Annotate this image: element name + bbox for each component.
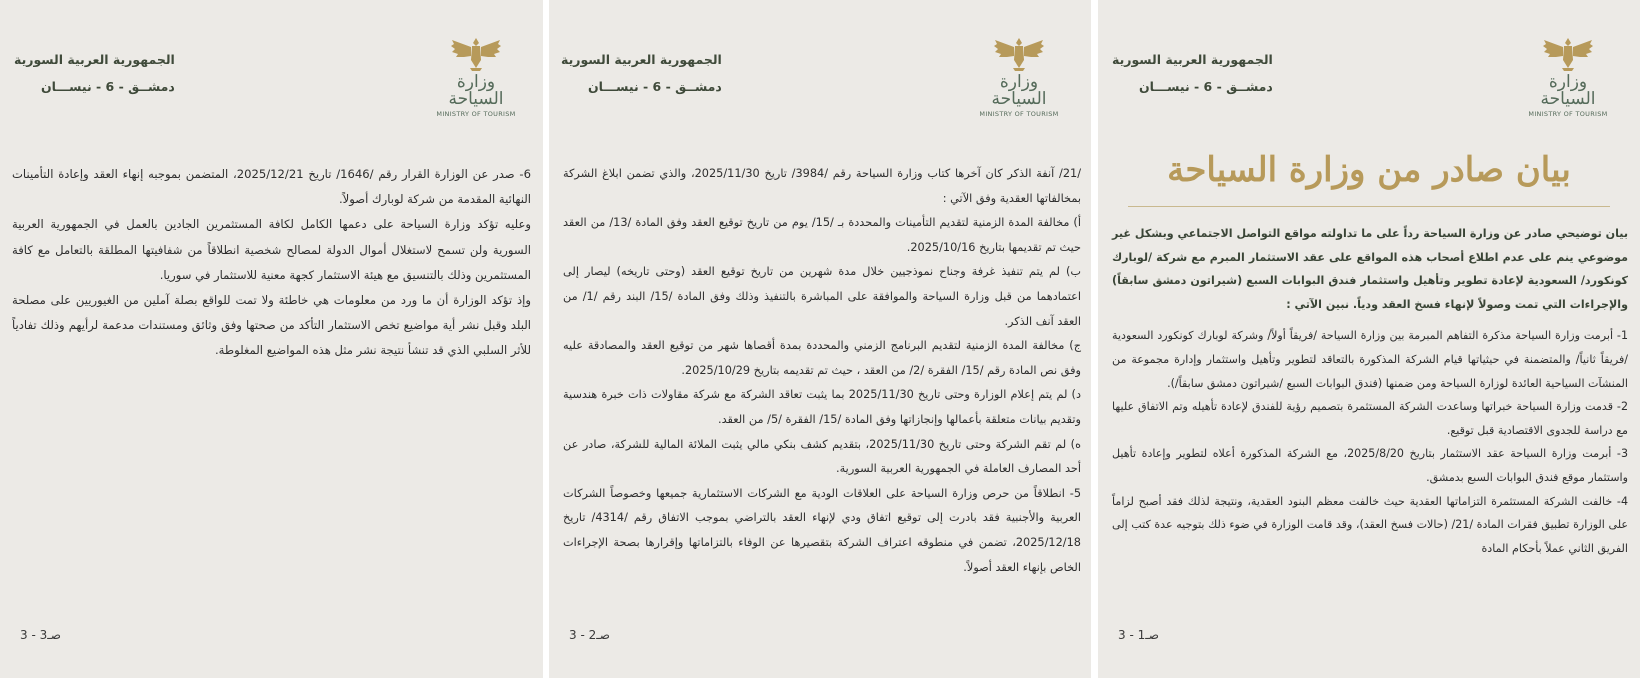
list-item: د) لم يتم إعلام الوزارة وحتى تاريخ 2025/11/30 بما يثبت تعاقد الشركة مع شركة مقاولات ذات خبرة هندسية وتقديم بيانات متعلقة بأعمالها وإنجازاتها وفق المادة /15/ الفقرة /5/ من العقد. [563,388,1081,426]
ministry-logo [973,34,1065,118]
list-item: ه) لم تقم الشركة وحتى تاريخ 2025/11/30، بتقديم كشف بنكي مالي يثبت الملائة المالية للشركة، صادر عن أحد المصارف العاملة في الجمهورية العربية السورية. [563,437,1081,476]
country-name: الجمهورية العربية السورية [14,52,175,67]
list-item: ب) لم يتم تنفيذ غرفة وجناح نموذجيين خلال مدة شهرين من تاريخ توقيع العقد (وحتى تاريخه) ليصار إلى اعتمادهما من قبل وزارة السياحة والموافقة على المباشرة بالتنفيذ وذلك وفق المادة /15/ البند رقم /1/ من العقد آنف الذكر. [563,265,1081,328]
ministry-name-en: MINISTRY OF TOURISM [436,110,516,118]
list-item: أ) مخالفة المدة الزمنية لتقديم التأمينات والمحددة بـ /15/ يوم من تاريخ توقيع العقد وفق المادة /13/ من العقد حيث تم تقديمها بتاريخ 2025/10/16. [563,216,1081,254]
list-item: 4- خالفت الشركة المستثمرة التزاماتها العقدية حيث خالفت معظم البنود العقدية، ونتيجة لذلك فقد أصبح لزاماً على الوزارة تطبيق فقرات المادة /21/ (حالات فسخ العقد)، وقد قامت الوزارة في ضوء ذلك بتوجيه عدة كتب إلى الفريق الثاني عملاً بأحكام المادة [1112,494,1629,555]
intro-paragraph: بيان توضيحي صادر عن وزارة السياحة رداً على ما تداولته مواقع التواصل الاجتماعي وبشكل غير موضوعي ينم على عدم اطلاع أصحاب هذه المواقع على عقد الاستثمار المبرم مع شركة /لوبارك كونكورد/ السعودية لإعادة تطوير وتأهيل واستثمار فندق البوابات السبع (شيراتون دمشق سابقاً) والإجراءات التي تمت وصولاً لإنهاء فسخ العقد ودياً. نبين الآتي : [1112,227,1628,311]
page-1-body [1112,222,1628,560]
place-date: دمشــق - 6 - نيســـان [1138,79,1273,94]
paragraph: 5- انطلاقاً من حرص وزارة السياحة على العلاقات الودية مع الشركات الاستثمارية جميعها وخصوصاً الشركات العربية والأجنبية فقد بادرت إلى توقيع اتفاق ودي لإنهاء العقد بالتراضي بموجب الاتفاق رقم /4314/ تاريخ 2025/12/18، تضمن في منطوقه اعتراف الشركة بتقصيرها عن الوفاء بالتزاماتها وإقرارها بصحة الإجراءات الخاص بإنهاء العقد أصولاً. [563,486,1082,574]
place-date: دمشــق - 6 - نيســـان [587,79,722,94]
page-2-body [563,162,1081,580]
ministry-logo [1522,34,1614,118]
paragraph: 6- صدر عن الوزارة القرار رقم /1646/ تاريخ 2025/12/21، المتضمن بموجبه إنهاء العقد وإعادة التأمينات النهائية المقدمة من شركة لوبارك أصولاً. [12,167,531,207]
paragraph: /21/ آنفة الذكر كان آخرها كتاب وزارة السياحة رقم /3984/ تاريخ 2025/11/30، والذي تضمن ابلاغ الشركة بمخالفاتها العقدية وفق الآتي : [563,167,1081,205]
title-divider [1128,206,1610,207]
ministry-name-ar: وزارة السياحة [1540,72,1596,109]
list-item: ج) مخالفة المدة الزمنية لتقديم البرنامج الزمني والمحددة بمدة أقصاها شهر من توقيع العقد والمصادقة عليه وفق نص المادة رقم /15/ الفقرة /2/ من العقد ، حيث تم تقديمه بتاريخ 2025/10/29. [563,339,1081,377]
country-name: الجمهورية العربية السورية [561,52,722,67]
page-1 [1098,0,1640,678]
ministry-logo [430,34,522,118]
list-item: 1- أبرمت وزارة السياحة مذكرة التفاهم المبرمة بين وزارة السياحة /فريقاً أولاً/ وشركة لوبارك كونكورد السعودية /فريقاً ثانياً/ والمتضمنة في حيثياتها قيام الشركة المذكورة بالتعاقد لتطوير وتأهيل واستثمار وإدارة مجموعة من المنشآت السياحية العائدة لوزارة السياحة ومن ضمنها (فندق البوابات السبع /شيراتون دمشق سابقاً/). [1112,329,1628,390]
eagle-emblem-icon [1542,34,1594,72]
paragraph: وعليه تؤكد وزارة السياحة على دعمها الكامل لكافة المستثمرين الجادين بالعمل في الجمهورية العربية السورية ولن تسمح لاستغلال أموال الدولة لمصالح شخصية انطلاقاً من شفافيتها المطلقة بالتعامل مع كافة المستثمرين وذلك بالتنسيق مع هيئة الاستثمار كجهة معنية للاستثمار في سوريا. [12,217,531,282]
header-text [561,52,722,94]
ministry-name-en: MINISTRY OF TOURISM [1528,110,1608,118]
paragraph: وإذ تؤكد الوزارة أن ما ورد من معلومات هي خاطئة ولا تمت للواقع بصلة آملين من الغيوريين على مصلحة البلد وقبل نشر أية مواضيع تخص الاستثمار التأكد من صحتها وفق وثائق ومستندات مدعمة لرأيهم وذلك تفادياً للأثر السلبي الذي قد تنشأ نتيجة نشر مثل هذه المواضيع المغلوطة. [12,293,531,358]
country-name: الجمهورية العربية السورية [1112,52,1273,67]
page-3-body [12,162,531,364]
list-item: 3- أبرمت وزارة السياحة عقد الاستثمار بتاريخ 2025/8/20، مع الشركة المذكورة أعلاه لتطوير وإعادة تأهيل واستثمار موقع فندق البوابات السبع بدمشق. [1112,447,1628,484]
ministry-name-en: MINISTRY OF TOURISM [979,110,1059,118]
page-3 [0,0,543,678]
header-text [14,52,175,94]
page-number: صـ2 - 3 [569,628,610,642]
page-number: صـ1 - 3 [1118,628,1159,642]
page-number: صـ3 - 3 [20,628,61,642]
place-date: دمشــق - 6 - نيســـان [40,79,175,94]
ministry-name-ar: وزارة السياحة [991,72,1047,109]
page-2 [549,0,1091,678]
eagle-emblem-icon [993,34,1045,72]
statement-title: بيان صادر من وزارة السياحة [1167,150,1571,190]
header-text [1112,52,1273,94]
eagle-emblem-icon [450,34,502,72]
ministry-name-ar: وزارة السياحة [448,72,504,109]
list-item: 2- قدمت وزارة السياحة خبراتها وساعدت الشركة المستثمرة بتصميم رؤية للفندق لإعادة تأهيله وتم الاتفاق عليها مع دراسة للجدوى الاقتصادية قبل توقيع. [1112,400,1628,437]
